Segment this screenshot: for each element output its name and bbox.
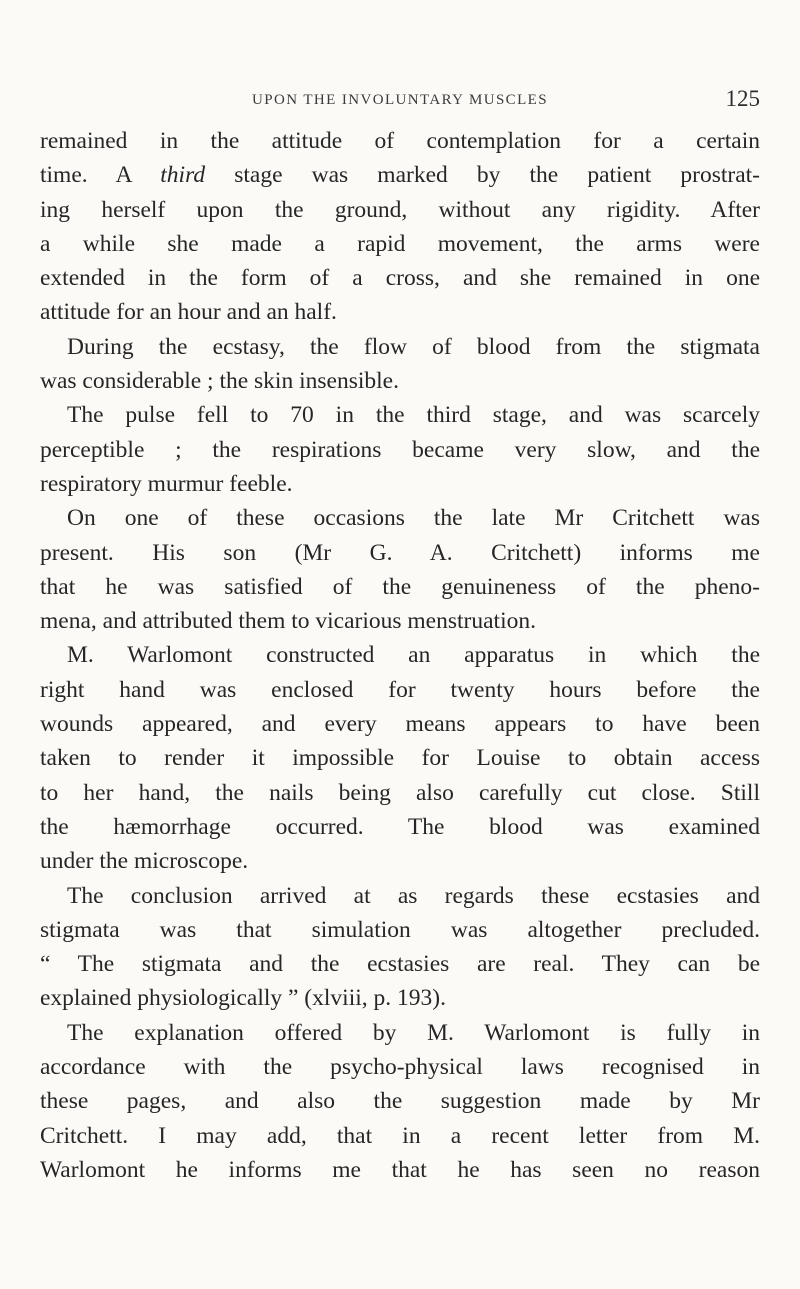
text-line: the hæmorrhage occurred. The blood was examined	[40, 813, 760, 840]
text-line: taken to render it impossible for Louise to obtain access	[40, 745, 760, 772]
text-line: The explanation offered by M. Warlomont is fully in	[67, 1019, 760, 1046]
text-line: ing herself upon the ground, without any rigidity. After	[40, 196, 760, 223]
text-line: mena, and attributed them to vicarious menstruation.	[40, 608, 536, 635]
running-head: UPON THE INVOLUNTARY MUSCLES	[252, 92, 548, 108]
text-line: that he was satisfied of the genuineness of the pheno-	[40, 573, 760, 600]
text-line: accordance with the psycho-physical laws recognised in	[40, 1054, 760, 1081]
text-line: wounds appeared, and every means appears to have been	[40, 711, 760, 738]
emphasis-text: third	[160, 162, 206, 189]
text-line: attitude for an hour and an half.	[40, 299, 337, 326]
text-line: During the ecstasy, the flow of blood from the stigmata	[67, 333, 760, 360]
text-line: extended in the form of a cross, and she remained in one	[40, 265, 760, 292]
text-span: time. A	[40, 162, 161, 189]
page-header	[40, 86, 760, 116]
text-line	[40, 158, 760, 192]
text-line: Critchett. I may add, that in a recent letter from M.	[40, 1122, 760, 1149]
page-number: 125	[725, 86, 760, 111]
text-line: was considerable ; the skin insensible.	[40, 368, 399, 395]
text-line: right hand was enclosed for twenty hours before the	[40, 676, 760, 703]
text-line: Warlomont he informs me that he has seen no reason	[40, 1156, 760, 1183]
text-line: under the microscope.	[40, 848, 249, 875]
text-line: perceptible ; the respirations became very slow, and the	[40, 436, 760, 463]
text-line: remained in the attitude of contemplation for a certain	[40, 128, 760, 154]
text-line: to her hand, the nails being also carefully cut close. Still	[40, 779, 760, 806]
text-line: explained physiologically ” (xlviii, p. 193).	[40, 985, 446, 1012]
text-line: a while she made a rapid movement, the arms were	[40, 230, 760, 257]
body-text	[40, 124, 760, 1187]
text-line: present. His son (Mr G. A. Critchett) informs me	[40, 539, 760, 566]
text-line: The pulse fell to 70 in the third stage, and was scarcely	[67, 402, 760, 429]
text-line: respiratory murmur feeble.	[40, 470, 293, 497]
text-line: stigmata was that simulation was altogether precluded.	[40, 916, 760, 943]
text-line: these pages, and also the suggestion made by Mr	[40, 1088, 760, 1115]
text-span: stage was marked by the patient prostrat-	[205, 162, 760, 189]
text-line: “ The stigmata and the ecstasies are real. They can be	[40, 951, 760, 978]
text-line: M. Warlomont constructed an apparatus in which the	[67, 642, 760, 669]
text-line: On one of these occasions the late Mr Critchett was	[67, 505, 760, 532]
text-line: The conclusion arrived at as regards these ecstasies and	[67, 882, 760, 909]
